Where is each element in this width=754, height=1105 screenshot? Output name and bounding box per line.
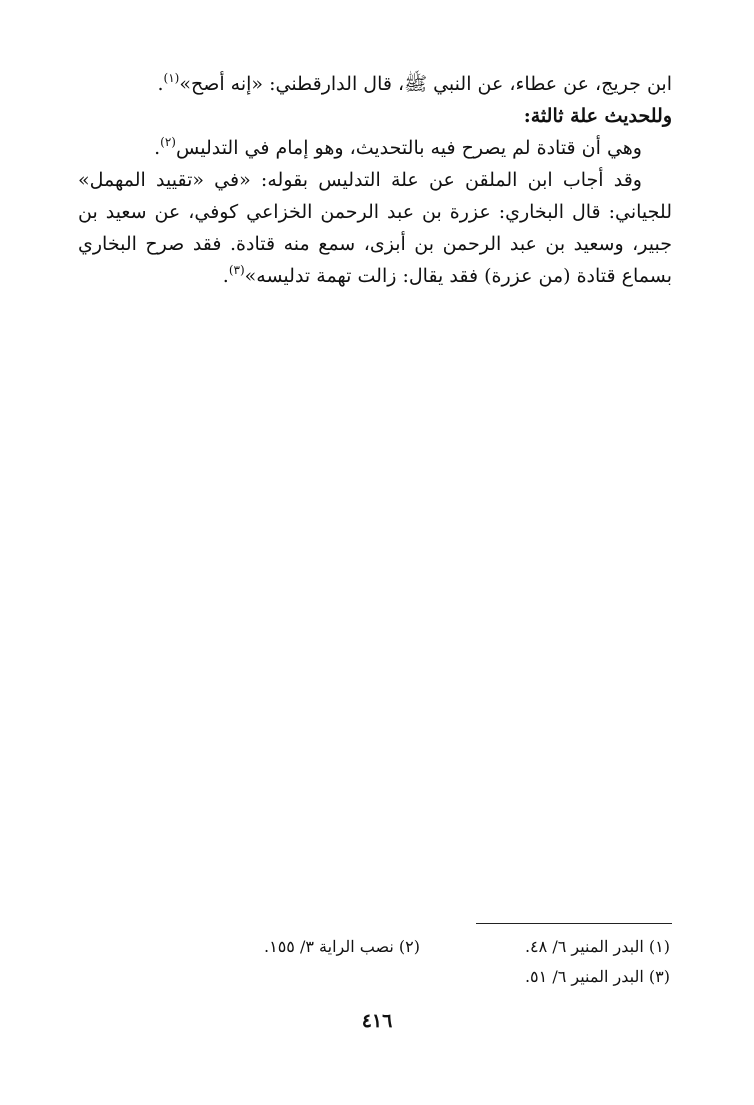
line-text: للجياني: قال البخاري: عزرة بن عبد الرحمن الخزاعي كوفي، عن سعيد بن <box>78 201 672 223</box>
footnote-ref-3: (٣) <box>228 263 245 277</box>
footnote-separator <box>476 923 672 924</box>
text-line-6 <box>78 228 672 260</box>
line-end: . <box>154 137 161 159</box>
line-text: وقد أجاب ابن الملقن عن علة التدليس بقوله: «في «تقييد المهمل» <box>78 169 642 191</box>
footnote-row <box>170 962 670 992</box>
section-heading <box>78 100 672 132</box>
footnote-text: البدر المنير ٦/ ٤٨. <box>524 937 644 956</box>
heading-text: وللحديث علة ثالثة: <box>523 105 672 127</box>
footnote-text: البدر المنير ٦/ ٥١. <box>524 967 644 986</box>
main-text <box>78 68 672 292</box>
line-end: . <box>222 265 229 287</box>
footnote-row <box>170 932 670 962</box>
footnote-number: (٣) <box>648 967 670 986</box>
text-line-5 <box>78 196 672 228</box>
line-text: جبير، وسعيد بن عبد الرحمن بن أبزى، سمع منه قتادة. فقد صرح البخاري <box>78 233 672 255</box>
text-line-7 <box>78 260 672 292</box>
line-text: وهي أن قتادة لم يصرح فيه بالتحديث، وهو إمام في التدليس <box>175 137 642 159</box>
footnotes <box>170 932 670 992</box>
footnote-2 <box>170 932 420 962</box>
footnote-1 <box>420 932 670 962</box>
footnote-3 <box>420 962 670 992</box>
footnote-text: نصب الراية ٣/ ١٥٥. <box>264 937 394 956</box>
footnote-ref-1: (١) <box>163 71 180 85</box>
page-number: ٤١٦ <box>361 1010 393 1032</box>
line-text: بسماع قتادة (من عزرة) فقد يقال: زالت تهمة تدليسه» <box>244 265 672 287</box>
footnote-number: (٢) <box>398 937 420 956</box>
footnote-ref-2: (٢) <box>160 135 176 149</box>
text-line-4 <box>78 164 672 196</box>
line-text: ابن جريج، عن عطاء، عن النبي ﷺ، قال الدارقطني: «إنه أصح» <box>179 73 672 95</box>
footnote-number: (١) <box>648 937 670 956</box>
text-line-3 <box>78 132 672 164</box>
line-end: . <box>157 73 164 95</box>
text-line-1 <box>78 68 672 100</box>
